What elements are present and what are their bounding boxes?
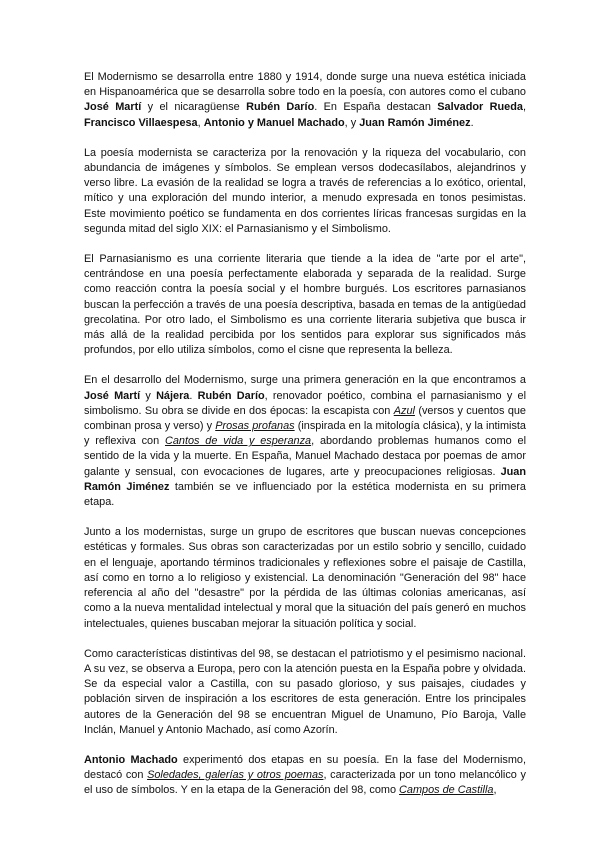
- text-run: experimentó dos etapas en su poesía. En la fase del Modernismo, destacó con: [84, 753, 526, 782]
- work-title: Campos de Castilla: [399, 784, 494, 797]
- text-run: ,: [197, 116, 204, 129]
- text-run: Como características distintivas del 98, se destacan el patriotismo y el pesimismo nacional. A su vez, se observa a Europa, pero con la atención puesta en la España pobre y olvidada. Se da especial valor a Castilla, con su pasado glorioso, y sus paisajes, ciudades y población sirven de inspiración a los escritores de esta generación. Entre los principales autores de la Generación del 98 se encuentran Miguel de Unamuno, Pío Baroja, Valle Inclán, Manuel y Antonio Machado, así como Azorín.: [84, 647, 526, 736]
- paragraph-5: [84, 525, 526, 631]
- text-run: también se ve influenciado por la estética modernista en su primera etapa.: [84, 480, 526, 509]
- bold-name: Antonio Machado: [84, 753, 178, 766]
- bold-name: Salvador Rueda: [437, 101, 523, 114]
- paragraph-4: [84, 373, 526, 510]
- text-run: , renovador poético, combina el parnasianismo y el simbolismo. Su obra se divide en dos épocas: la escapista con: [84, 389, 527, 417]
- text-run: ,: [522, 101, 526, 114]
- work-title: Prosas profanas: [215, 420, 295, 433]
- paragraph-2: [84, 146, 526, 237]
- text-run: En el desarrollo del Modernismo, surge una primera generación en la que encontramos a: [84, 374, 526, 387]
- bold-name: José Martí: [84, 389, 141, 402]
- text-run: , caracterizada por un tono melancólico y el uso de símbolos. Y en la etapa de la Generación del 98, como: [84, 769, 526, 797]
- bold-name: José Martí: [84, 101, 142, 114]
- document-body: [84, 70, 526, 814]
- bold-name: Rubén Darío: [246, 101, 315, 114]
- bold-name: Nájera: [156, 389, 190, 402]
- text-run: .: [189, 389, 198, 402]
- text-run: El Modernismo se desarrolla entre 1880 y 1914, donde surge una nueva estética iniciada en Hispanoamérica que se desarrolla sobre todo en la poesía, con autores como el cubano: [84, 71, 526, 99]
- text-run: ,: [493, 784, 497, 797]
- text-run: , y: [344, 116, 360, 129]
- text-run: Junto a los modernistas, surge un grupo de escritores que buscan nuevas concepciones estéticas y formales. Sus obras son caracterizadas por un estilo sobrio y sencillo, cuidado en el lenguaje, aportando términos tradicionales y reflexiones sobre el paisaje de Castilla, así como en torno a lo religioso y existencial. La denominación "Generación del 98" hace referencia al año del "desastre" por la pérdida de las últimas colonias americanas, así como a la nueva mentalidad intelectual y moral que la situación del país generó en muchos intelectuales, quienes buscaban mejorar la situación política y social.: [84, 526, 526, 630]
- bold-name: Antonio y Manuel Machado: [203, 116, 345, 129]
- text-run: .: [470, 116, 474, 129]
- text-run: . En España destacan: [314, 101, 438, 114]
- text-run: , abordando problemas humanos como el sentido de la vida y la muerte. En España, Manuel Machado destaca por poemas de amor galante y sensual, con evocaciones de lugares, arte y preocupaciones religiosas.: [84, 435, 526, 478]
- work-title: Cantos de vida y esperanza: [164, 435, 312, 448]
- bold-name: Juan Ramón Jiménez: [84, 465, 526, 493]
- text-run: La poesía modernista se caracteriza por la renovación y la riqueza del vocabulario, con abundancia de imágenes y símbolos. Se emplean versos dodecasílabos, alejandrinos y verso libre. La evasión de la realidad se logra a través de referencias a lo exótico, oriental, mítico y una exploración del mundo interior, a menudo expresada en tonos pesimistas. Este movimiento poético se fundamenta en dos corrientes líricas francesas surgidas en la segunda mitad del siglo XIX: el Parnasianismo y el Simbolismo.: [84, 146, 526, 235]
- paragraph-3: [84, 252, 526, 358]
- bold-name: Juan Ramón Jiménez: [359, 116, 471, 129]
- text-run: (inspirada en la mitología clásica), y la intimista y reflexiva con: [84, 420, 526, 448]
- text-run: y: [140, 389, 157, 402]
- bold-name: Francisco Villaespesa: [84, 116, 198, 129]
- work-title: Azul: [393, 404, 415, 417]
- text-run: El Parnasianismo es una corriente literaria que tiende a la idea de "arte por el arte", centrándose en una poesía perfectamente elaborada y separada de la realidad. Surge como reacción contra la poesía social y el hombre burgués. Los escritores parnasianos buscan la perfección a través de una poesía descriptiva, basada en temas de la antigüedad grecolatina. Por otro lado, el Simbolismo es una corriente literaria subjetiva que busca ir más allá de la realidad percibida por los sentidos para explorar sus significados más profundos, por ello utiliza símbolos, como el cisne que representa la belleza.: [84, 253, 526, 357]
- bold-name: Rubén Darío: [197, 389, 265, 402]
- text-run: (versos y cuentos que combinan prosa y verso) y: [84, 404, 526, 433]
- paragraph-1: [84, 70, 526, 131]
- work-title: Soledades, galerías y otros poemas: [147, 769, 324, 782]
- text-run: y el nicaragüense: [141, 101, 247, 114]
- paragraph-6: [84, 647, 526, 738]
- paragraph-7: [84, 753, 526, 799]
